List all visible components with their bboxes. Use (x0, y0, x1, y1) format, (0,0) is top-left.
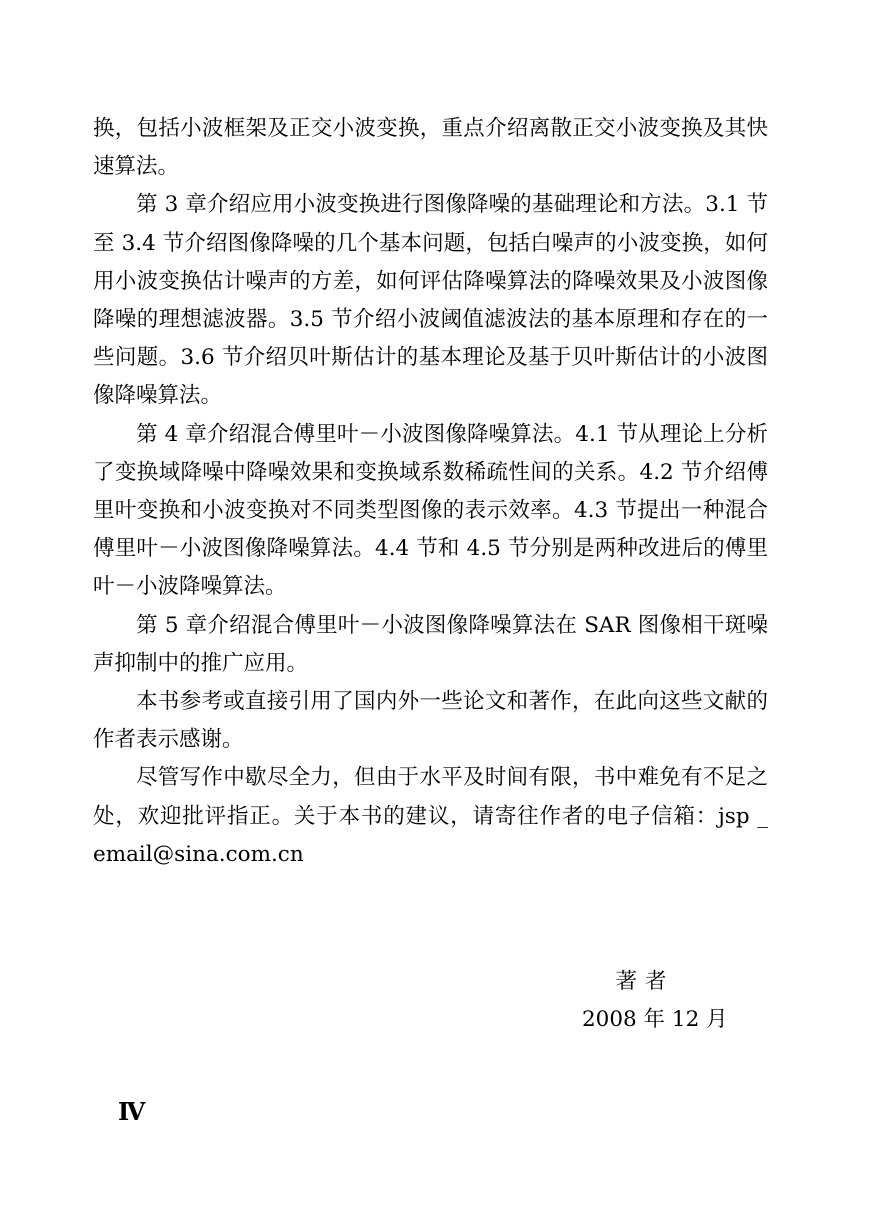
paragraph-chapter-5: 第 5 章介绍混合傅里叶－小波图像降噪算法在 SAR 图像相干斑噪声抑制中的推广应用。 (93, 612, 768, 676)
signature-block (560, 965, 730, 1037)
paragraph-chapter-3: 第 3 章介绍应用小波变换进行图像降噪的基础理论和方法。3.1 节至 3.4 节介绍图像降噪的几个基本问题，包括白噪声的小波变换，如何用小波变换估计噪声的方差，如何评估降噪算法的降噪效果及小波图像降噪的理想滤波器。3.5 节介绍小波阈值滤波法的基本原理和存在的一些问题。3.6 节介绍贝叶斯估计的基本理论及基于贝叶斯估计的小波图像降噪算法。 (93, 192, 768, 409)
page-number: Ⅳ (118, 1100, 146, 1126)
preface-body (93, 110, 768, 874)
signature-author: 著者 (615, 969, 675, 994)
paragraph-feedback: 尽管写作中歇尽全力，但由于水平及时间有限，书中难免有不足之处，欢迎批评指正。关于本书的建议，请寄往作者的电子信箱：jsp _ email@sina.com.cn (93, 765, 768, 867)
paragraph-acknowledgement: 本书参考或直接引用了国内外一些论文和著作，在此向这些文献的作者表示感谢。 (93, 689, 768, 753)
paragraph-continued: 换，包括小波框架及正交小波变换，重点介绍离散正交小波变换及其快速算法。 (93, 116, 768, 180)
signature-date: 2008 年 12 月 (582, 1007, 728, 1032)
paragraph-chapter-4: 第 4 章介绍混合傅里叶－小波图像降噪算法。4.1 节从理论上分析了变换域降噪中降噪效果和变换域系数稀疏性间的关系。4.2 节介绍傅里叶变换和小波变换对不同类型图像的表示效率。4.3 节提出一种混合傅里叶－小波图像降噪算法。4.4 节和 4.5 节分别是两种改进后的傅里叶－小波降噪算法。 (93, 421, 768, 600)
